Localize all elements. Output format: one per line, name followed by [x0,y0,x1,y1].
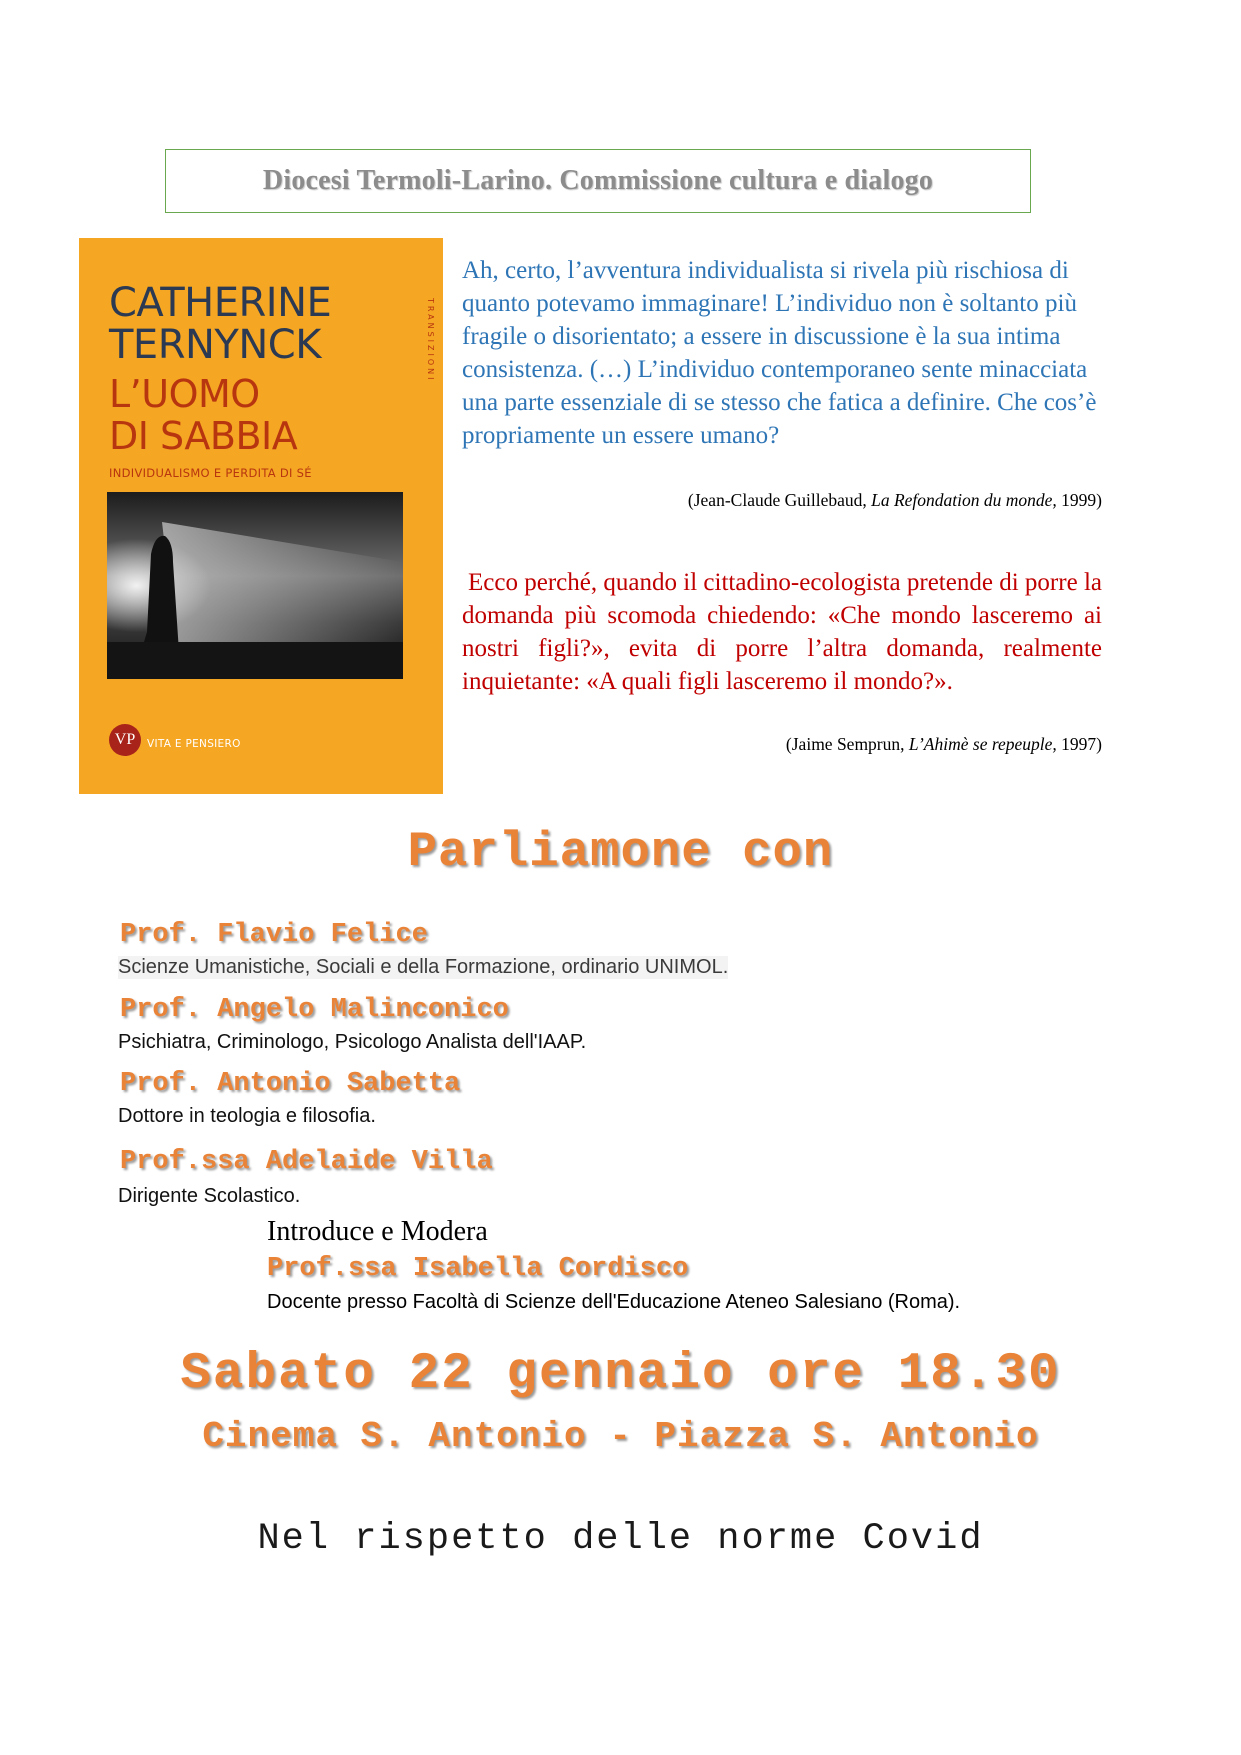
book-author-line2: TERNYNCK [109,322,321,368]
speaker-name: Prof. Flavio Felice [120,920,428,950]
quote-2-cite-work: L’Ahimè se repeuple, [908,734,1057,754]
book-title-line1: L’UOMO [109,372,260,416]
book-title-line2: DI SABBIA [109,414,298,458]
header-box [165,149,1031,213]
moderator-intro: Introduce e Modera [267,1216,488,1247]
event-venue: Cinema S. Antonio - Piazza S. Antonio [202,1416,1039,1457]
book-title [109,373,297,457]
speaker-description: Scienze Umanistiche, Sociali e della Formazione, ordinario UNIMOL. [118,956,729,978]
book-series: TRANSIZIONI [426,298,435,383]
speaker-name: Prof. Antonio Sabetta [120,1069,461,1099]
moderator-name: Prof.ssa Isabella Cordisco [267,1254,689,1284]
quote-2-cite-year: 1997) [1056,734,1102,754]
quote-1-cite-author: (Jean-Claude Guillebaud, [687,490,872,510]
quote-1-cite-year: 1999) [1056,490,1102,510]
speaker-name: Prof.ssa Adelaide Villa [120,1147,493,1177]
covid-note: Nel rispetto delle norme Covid [257,1518,984,1560]
quote-1: Ah, certo, l’avventura individualista si rivela più rischiosa di quanto potevamo immaginare! L’individuo non è soltanto più fragile o disorientato; a essere in discussione è la sua intima consistenza. (…) L’individuo contemporaneo sente minacciata una parte essenziale di se stesso che fatica a definire. Che cos’è propriamente un essere umano? [462,257,1097,449]
book-author-line1: CATHERINE [109,280,332,326]
book-cover-photo [107,492,403,679]
speaker-name: Prof. Angelo Malinconico [120,995,509,1025]
book-publisher: VITA E PENSIERO [147,738,241,750]
section-heading: Parliamone con [407,824,834,880]
quote-2: Ecco perché, quando il cittadino-ecologista pretende di porre la domanda più scomoda chiedendo: «Che mondo lasceremo ai nostri figli?», evita di porre l’altra domanda, realmente inquietante: «A quali figli lasceremo il mondo?». [462,569,1102,695]
speaker-description: Dottore in teologia e filosofia. [118,1105,376,1127]
publisher-logo: VP [109,724,141,756]
header-title: Diocesi Termoli-Larino. Commissione cultura e dialogo [262,165,934,196]
quote-1-cite-work: La Refondation du monde, [871,490,1057,510]
quote-1-citation [462,490,1102,511]
speaker-description: Psichiatra, Criminologo, Psicologo Analista dell'IAAP. [118,1031,587,1053]
event-date: Sabato 22 gennaio ore 18.30 [180,1346,1061,1403]
speaker-description: Dirigente Scolastico. [118,1185,301,1207]
quote-2-citation [462,734,1102,755]
book-subtitle: INDIVIDUALISMO E PERDITA DI SÉ [109,466,312,480]
book-cover [79,238,443,794]
quote-2-cite-author: (Jaime Semprun, [785,734,909,754]
moderator-description: Docente presso Facoltà di Scienze dell'Educazione Ateneo Salesiano (Roma). [267,1291,961,1313]
book-author [109,282,331,366]
